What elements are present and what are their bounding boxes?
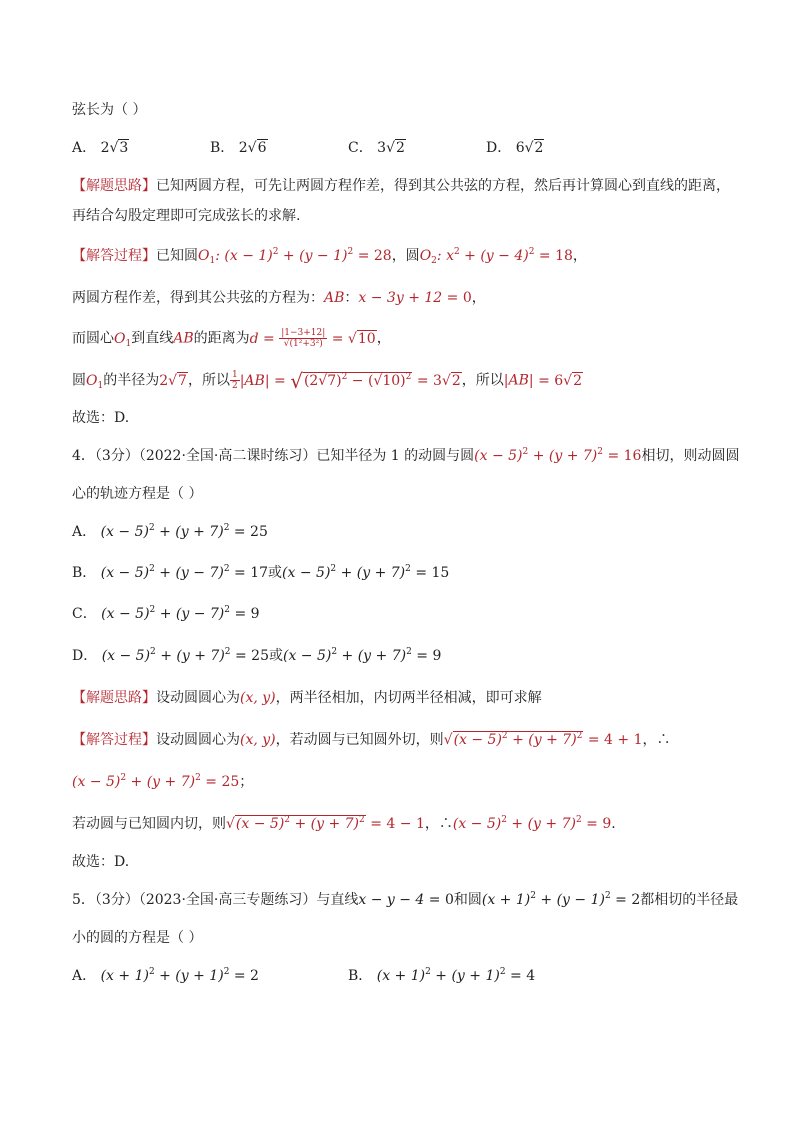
- question-5-stem-cont: 小的圆的方程是（ ）: [72, 930, 203, 946]
- option-a: A． $(x + 1)^2 + (y + 1)^2 = 2$: [72, 967, 259, 984]
- question-4-stem: 4．（3分）（2022·全国·高二课时练习）已知半径为 1 的动圆与圆$(x - 5)^2 + (y + 7)^2 = 16$相切，则动圆圆: [72, 447, 740, 464]
- option-c: C． $(x - 5)^2 + (y - 7)^2 = 9$: [72, 605, 260, 622]
- solution-idea: 【解题思路】已知两圆方程，可先让两圆方程作差，得到其公共弦的方程，然后再计算圆心到直线的距离，: [72, 178, 730, 194]
- solution-process: 【解答过程】已知圆$O_1$: $(x - 1)^2 + (y - 1)^2 = 28$，圆$O_2$: $x^2 + (y - 4)^2 = 18$，: [72, 247, 587, 266]
- answer: 故选：D.: [72, 410, 130, 426]
- option-b: B． 2√6: [210, 140, 267, 156]
- option-a: A． $(x - 5)^2 + (y + 7)^2 = 25$: [72, 523, 268, 540]
- radius-line: 圆$O_1$的半径为2√7，所以 $\frac{1}{2}$ $|AB| = √(2√7)^2 - (√10)^2 = 3√2$，所以|AB| = 6√2: [72, 368, 582, 393]
- option-b: B． $(x - 5)^2 + (y - 7)^2 = 17$或$(x - 5)^2 + (y + 7)^2 = 15$: [72, 564, 450, 581]
- option-a: A． 2√3: [72, 140, 129, 156]
- question-4-stem-cont: 心的轨迹方程是（ ）: [72, 486, 203, 502]
- solution-idea: 【解题思路】设动圆圆心为(x, y)，两半径相加，内切两半径相减，即可求解: [72, 690, 542, 706]
- solution-process: 【解答过程】设动圆圆心为(x, y)，若动圆与已知圆外切，则$√(x - 5)^2 + (y + 7)^2 = 4 + 1$，∴: [72, 731, 671, 748]
- option-d: D． $(x - 5)^2 + (y + 7)^2 = 25$或$(x - 5)^2 + (y + 7)^2 = 9$: [72, 647, 442, 664]
- external-tangent-result: $(x - 5)^2 + (y + 7)^2 = 25$；: [72, 773, 254, 790]
- solution-idea-cont: 再结合勾股定理即可完成弦长的求解.: [72, 208, 301, 224]
- internal-tangent-line: 若动圆与已知圆内切，则$√(x - 5)^2 + (y + 7)^2 = 4 - 1$，∴(x − $5)^2 + (y + 7)^2 = 9$.: [72, 815, 616, 832]
- answer: 故选：D.: [72, 854, 130, 870]
- question-stem: 弦长为（ ）: [72, 102, 147, 118]
- question-5-stem: 5．（3分）（2023·全国·高三专题练习）与直线x − y − 4 = 0和圆$(x + 1)^2 + (y - 1)^2 = 2$都相切的半径最: [72, 891, 739, 908]
- option-d: D． 6√2: [486, 140, 544, 156]
- option-c: C． 3√2: [348, 140, 405, 156]
- option-b: B． $(x + 1)^2 + (y + 1)^2 = 4$: [348, 967, 536, 984]
- distance-line: 而圆心$O_1$到直线AB的距离为d = $\frac{|1-3+12|}{\text{√(1²+3²)}}$ = √10，: [72, 328, 391, 349]
- common-chord-line: 两圆方程作差，得到其公共弦的方程为：AB：x − 3y + 12 = 0，: [72, 290, 486, 306]
